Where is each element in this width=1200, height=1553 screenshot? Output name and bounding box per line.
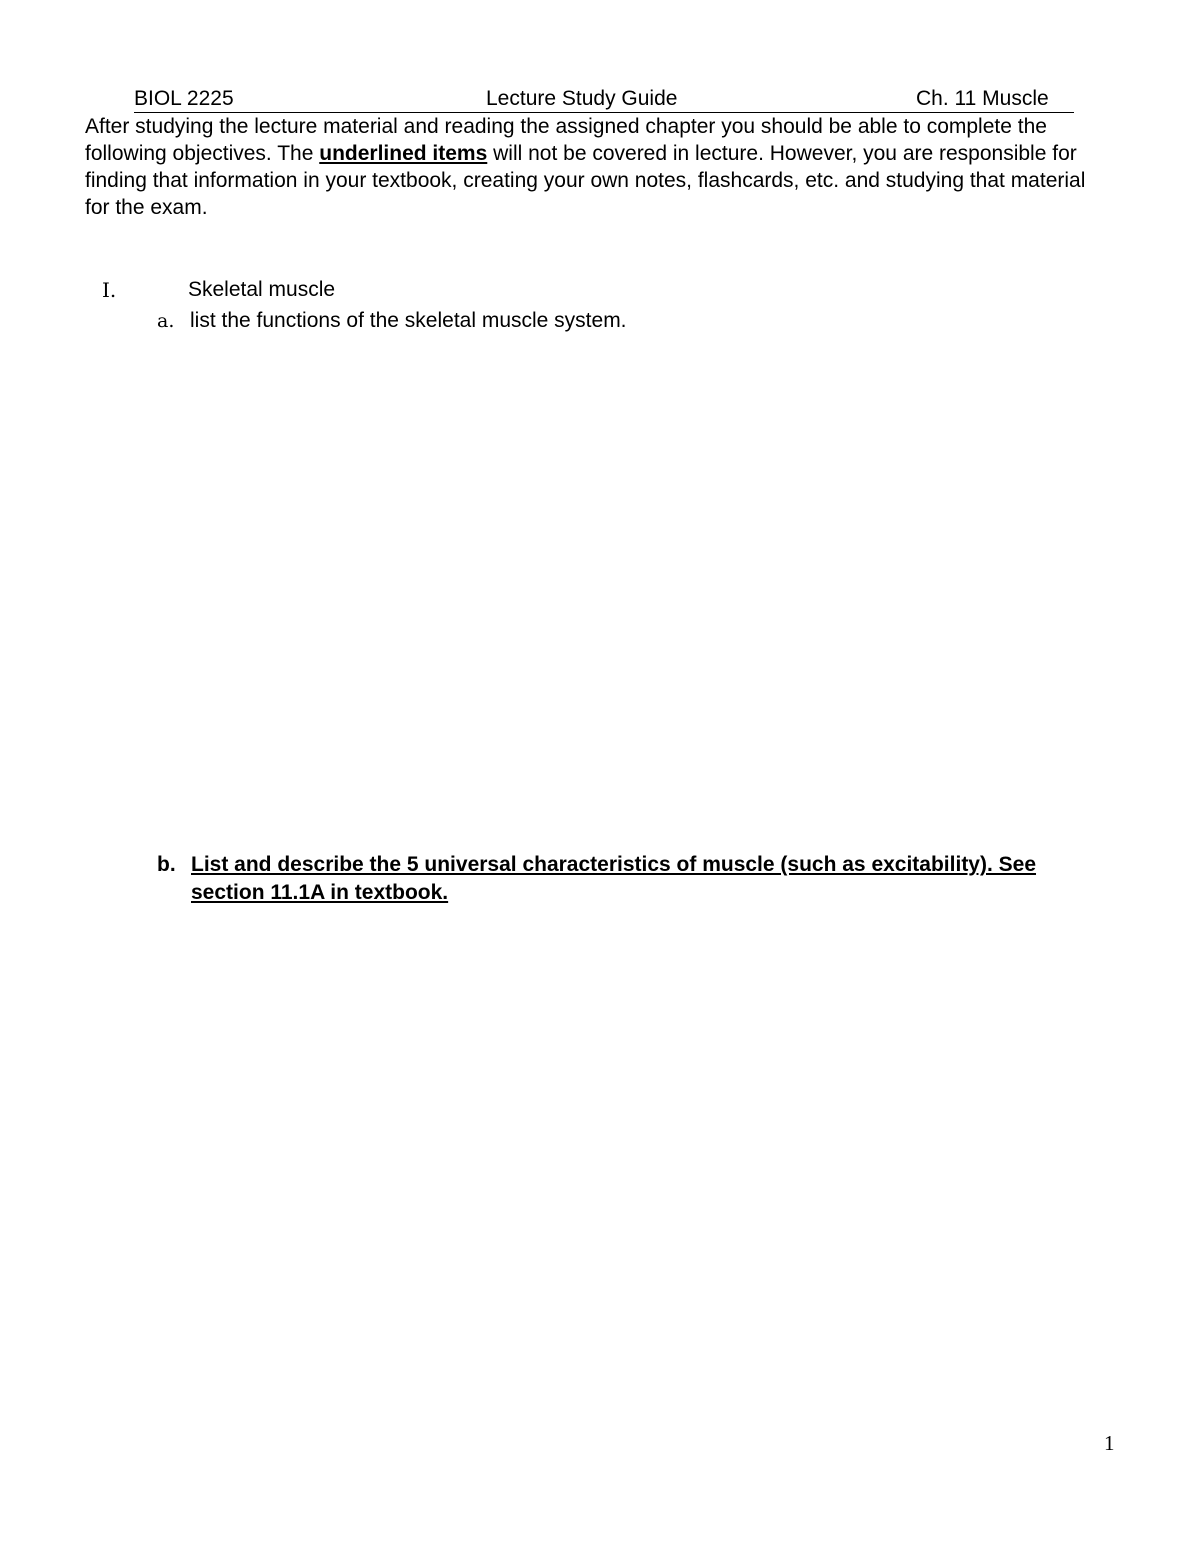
section-numeral: I. [102,278,117,302]
objective-text: list the functions of the skeletal muscle system. [190,309,627,332]
chapter-title: Ch. 11 Muscle [916,87,1049,110]
intro-text [85,113,1115,221]
objective-marker: a. [157,310,175,332]
section-title: Skeletal muscle [188,278,336,301]
guide-title: Lecture Study Guide [486,87,678,110]
intro-paragraph [85,113,1115,221]
course-code: BIOL 2225 [134,87,234,110]
objective-marker: b. [157,853,176,876]
page-number: 1 [1104,1431,1115,1455]
intro-emphasis: underlined items [319,142,488,165]
intro-part-1: After studying the lecture material and reading the assigned chapter you should be able to complete the following objectives. The [85,115,1047,165]
objective-text: List and describe the 5 universal characteristics of muscle (such as excitability). See section 11.1A in textbook. [191,853,1037,904]
document-header [134,86,1074,113]
intro-part-2: will not be covered in lecture. However, you are responsible for finding that information in your textbook, creating your own notes, flashcards, etc. and studying that material for the exam. [85,142,1086,219]
